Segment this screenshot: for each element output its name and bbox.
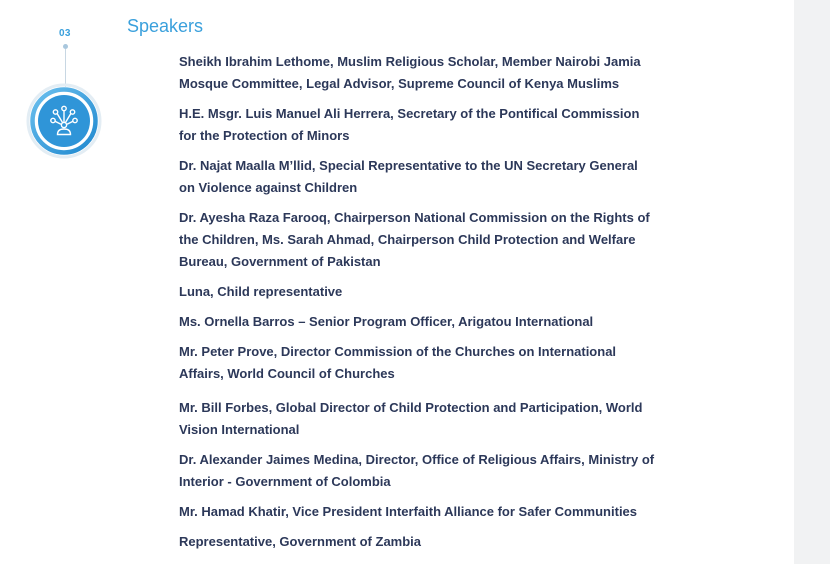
speaker-item xyxy=(179,397,689,441)
speaker-line: for the Protection of Minors xyxy=(179,128,350,143)
speaker-line: Dr. Alexander Jaimes Medina, Director, Office of Religious Affairs, Ministry of xyxy=(179,452,655,467)
speaker-line: Bureau, Government of Pakistan xyxy=(179,254,381,269)
network-people-icon xyxy=(26,82,104,160)
speaker-line: the Children, Ms. Sarah Ahmad, Chairperson Child Protection and Welfare xyxy=(179,232,636,247)
speaker-line: Mr. Hamad Khatir, Vice President Interfaith Alliance for Safer Communities xyxy=(179,504,638,519)
speaker-line: Affairs, World Council of Churches xyxy=(179,366,395,381)
speaker-item xyxy=(179,501,689,523)
speaker-item xyxy=(179,207,689,273)
speaker-line: H.E. Msgr. Luis Manuel Ali Herrera, Secretary of the Pontifical Commission xyxy=(179,106,640,121)
speaker-item xyxy=(179,311,689,333)
speaker-item xyxy=(179,51,689,95)
speaker-line: Ms. Ornella Barros – Senior Program Officer, Arigatou International xyxy=(179,314,594,329)
speaker-line: Mosque Committee, Legal Advisor, Supreme Council of Kenya Muslims xyxy=(179,76,620,91)
speaker-line: Mr. Bill Forbes, Global Director of Child Protection and Participation, World xyxy=(179,400,643,415)
speaker-item xyxy=(179,341,689,385)
speaker-line: on Violence against Children xyxy=(179,180,358,195)
speaker-line: Sheikh Ibrahim Lethome, Muslim Religious Scholar, Member Nairobi Jamia xyxy=(179,54,641,69)
speaker-item xyxy=(179,449,689,493)
speaker-line: Luna, Child representative xyxy=(179,284,343,299)
speaker-line: Mr. Peter Prove, Director Commission of the Churches on International xyxy=(179,344,617,359)
speaker-item xyxy=(179,103,689,147)
speaker-item xyxy=(179,281,689,303)
speaker-line: Dr. Najat Maalla M’llid, Special Representative to the UN Secretary General xyxy=(179,158,638,173)
speaker-line: Representative, Government of Zambia xyxy=(179,534,422,549)
section-title: Speakers xyxy=(127,16,204,36)
speaker-item xyxy=(179,531,689,553)
right-gutter xyxy=(794,0,830,564)
speaker-line: Vision International xyxy=(179,422,300,437)
speaker-line: Dr. Ayesha Raza Farooq, Chairperson National Commission on the Rights of xyxy=(179,210,650,225)
speaker-item xyxy=(179,155,689,199)
section-number: 03 xyxy=(59,28,71,39)
speaker-line: Interior - Government of Colombia xyxy=(179,474,391,489)
